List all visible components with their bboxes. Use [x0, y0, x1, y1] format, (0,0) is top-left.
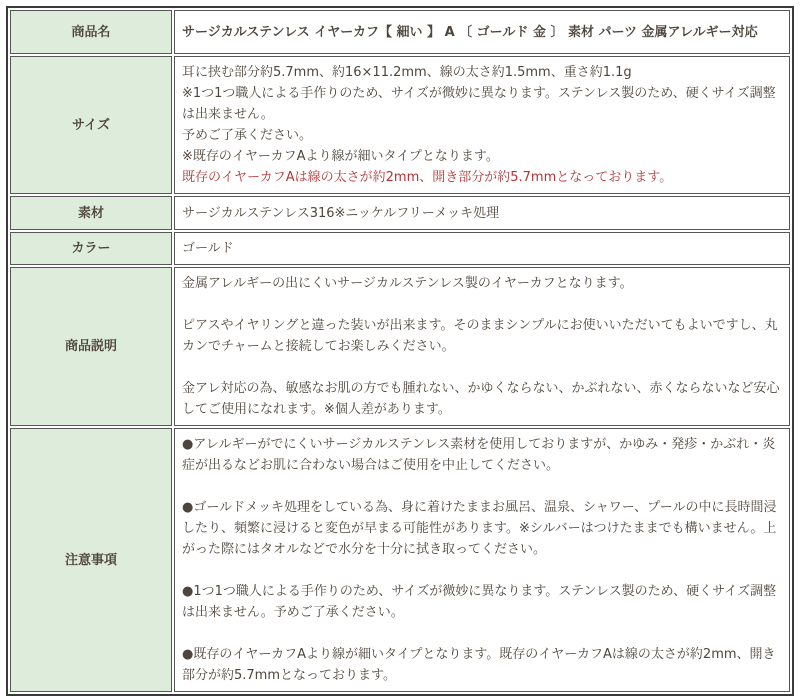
row-value-size	[174, 56, 790, 194]
row-value-material: サージカルステンレス316※ニッケルフリーメッキ処理	[174, 196, 790, 230]
row-value-color: ゴールド	[174, 232, 790, 265]
table-row-description	[10, 267, 790, 426]
row-label-size: サイズ	[10, 56, 172, 194]
caution-paragraph-handmade: ●1つ1つ職人による手作りのため、サイズが微妙に異なります。ステンレス製のため、硬くサイズ調整は出来ません。予めご了承ください。	[182, 584, 777, 620]
table-row-color	[10, 232, 790, 265]
description-paragraph-styling: ピアスやイヤリングと違った装いが出来ます。そのままシンプルにお使いいただいてもよいですし、丸カンでチャームと接続してお楽しみください。	[182, 318, 778, 354]
size-line-acknowledge: 予めご了承ください。	[182, 128, 313, 143]
description-paragraph-hypoallergenic: 金属アレルギーの出にくいサージカルステンレス製のイヤーカフとなります。	[182, 276, 633, 291]
table-row-cautions	[10, 428, 790, 692]
caution-paragraph-thin-type: ●既存のイヤーカフAより線が細いタイプとなります。既存のイヤーカフAは線の太さが約2mm、開き部分が約5.7mmとなっております。	[182, 647, 776, 683]
row-label-material: 素材	[10, 196, 172, 230]
row-label-cautions: 注意事項	[10, 428, 172, 692]
description-paragraph-skin-safe: 金アレ対応の為、敏感なお肌の方でも腫れない、かゆくならない、かぶれない、赤くならないなど安心してご使用になれます。※個人差があります。	[182, 381, 780, 417]
product-spec-table	[6, 6, 794, 696]
product-spec-table-body	[10, 10, 790, 692]
size-line-thin-type-note: ※既存のイヤーカフAより線が細いタイプとなります。	[182, 149, 499, 164]
caution-paragraph-plating: ●ゴールドメッキ処理をしている為、身に着けたままお風呂、温泉、シャワー、プールの中に長時間浸したり、頻繁に浸けると変色が早まる可能性があります。※シルバーはつけたままでも構いません。上がった際にはタオルなどで水分を十分に拭き取ってください。	[182, 500, 777, 557]
row-label-product-name: 商品名	[10, 10, 172, 54]
table-row-size	[10, 56, 790, 194]
row-value-cautions	[174, 428, 790, 692]
size-line-handmade-note: ※1つ1つ職人による手作りのため、サイズが微妙に異なります。ステンレス製のため、硬くサイズ調整は出来ません。	[182, 86, 776, 122]
table-row-material	[10, 196, 790, 230]
size-line-highlight: 既存のイヤーカフAは線の太さが約2mm、開き部分が約5.7mmとなっております。	[182, 170, 673, 185]
row-label-description: 商品説明	[10, 267, 172, 426]
caution-paragraph-allergy: ●アレルギーがでにくいサージカルステンレス素材を使用しておりますが、かゆみ・発疹・かぶれ・炎症が出るなどお肌に合わない場合はご使用を中止してください。	[182, 437, 776, 473]
row-label-color: カラー	[10, 232, 172, 265]
row-value-product-name: サージカルステンレス イヤーカフ【 細い 】 A 〔 ゴールド 金 〕 素材 パーツ 金属アレルギー対応	[174, 10, 790, 54]
size-line-dimensions: 耳に挟む部分約5.7mm、約16×11.2mm、線の太さ約1.5mm、重さ約1.1g	[182, 65, 632, 80]
table-row-product-name	[10, 10, 790, 54]
row-value-description	[174, 267, 790, 426]
